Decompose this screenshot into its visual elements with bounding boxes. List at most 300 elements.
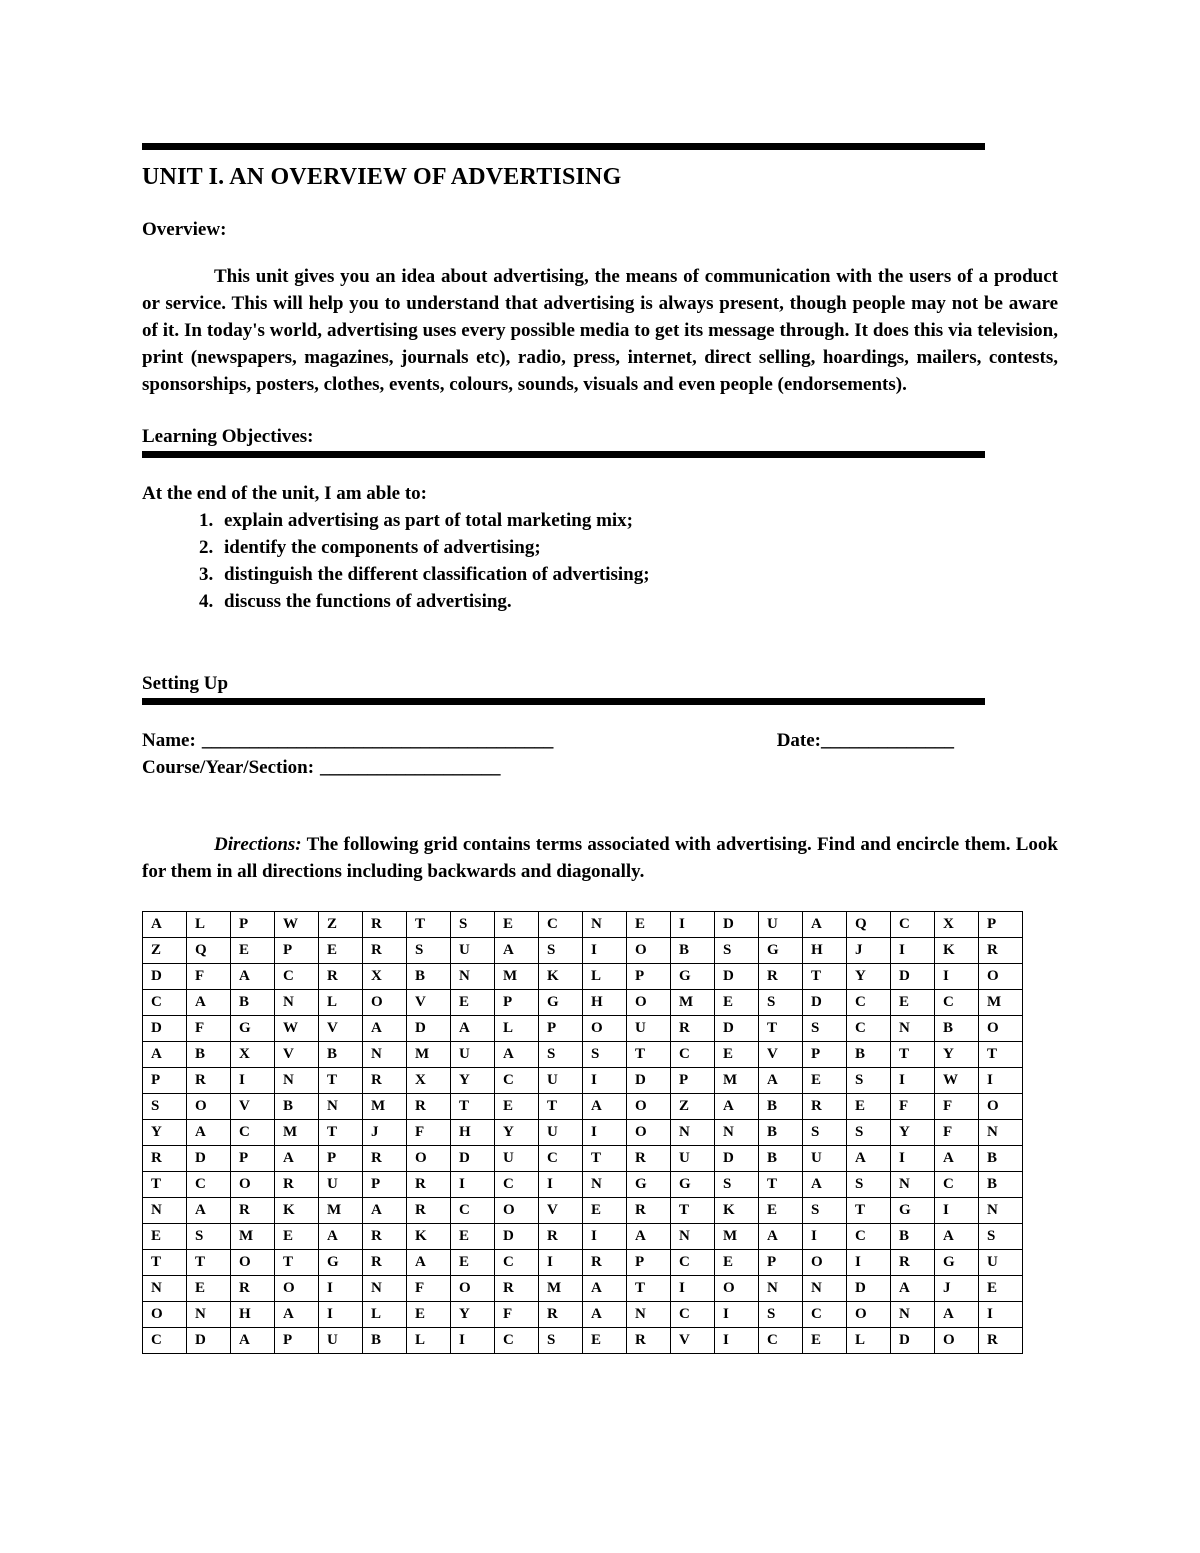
grid-cell: I [539,1250,583,1276]
grid-cell: T [583,1146,627,1172]
grid-cell: N [451,964,495,990]
grid-cell: E [319,938,363,964]
grid-cell: A [407,1250,451,1276]
grid-cell: S [539,1042,583,1068]
grid-row [143,1224,1023,1250]
grid-cell: B [187,1042,231,1068]
grid-cell: A [231,1328,275,1354]
grid-cell: X [231,1042,275,1068]
grid-cell: A [847,1146,891,1172]
grid-cell: X [407,1068,451,1094]
grid-cell: M [715,1068,759,1094]
grid-cell: J [847,938,891,964]
grid-cell: K [407,1224,451,1250]
grid-cell: M [671,990,715,1016]
grid-cell: L [495,1016,539,1042]
grid-cell: B [671,938,715,964]
grid-cell: T [143,1250,187,1276]
grid-cell: N [319,1094,363,1120]
grid-cell: K [539,964,583,990]
grid-cell: A [935,1302,979,1328]
grid-cell: Y [143,1120,187,1146]
top-rule [142,143,985,150]
grid-cell: G [891,1198,935,1224]
grid-cell: I [231,1068,275,1094]
objectives-rule [142,451,985,458]
grid-cell: O [231,1250,275,1276]
grid-cell: C [495,1068,539,1094]
grid-cell: A [715,1094,759,1120]
grid-row [143,1016,1023,1042]
grid-cell: L [583,964,627,990]
grid-cell: R [319,964,363,990]
grid-cell: R [627,1198,671,1224]
grid-cell: C [143,990,187,1016]
grid-cell: W [935,1068,979,1094]
grid-cell: N [715,1120,759,1146]
grid-cell: K [935,938,979,964]
grid-cell: B [891,1224,935,1250]
grid-cell: I [715,1328,759,1354]
grid-cell: B [319,1042,363,1068]
grid-cell: L [363,1302,407,1328]
grid-cell: R [671,1016,715,1042]
grid-cell: D [187,1328,231,1354]
grid-cell: A [803,1172,847,1198]
grid-cell: R [363,1146,407,1172]
grid-cell: N [143,1276,187,1302]
grid-cell: Y [847,964,891,990]
course-blank: ___________________ [320,757,501,778]
grid-cell: P [979,912,1023,938]
grid-cell: U [803,1146,847,1172]
grid-cell: U [759,912,803,938]
grid-cell: O [847,1302,891,1328]
grid-cell: G [319,1250,363,1276]
grid-cell: U [979,1250,1023,1276]
grid-row [143,1120,1023,1146]
grid-cell: P [275,938,319,964]
grid-cell: T [627,1042,671,1068]
grid-cell: O [363,990,407,1016]
grid-cell: E [847,1094,891,1120]
grid-cell: S [451,912,495,938]
grid-cell: D [627,1068,671,1094]
grid-cell: I [671,1276,715,1302]
grid-cell: V [539,1198,583,1224]
grid-cell: V [231,1094,275,1120]
grid-cell: L [407,1328,451,1354]
grid-cell: N [671,1120,715,1146]
grid-row [143,1042,1023,1068]
grid-cell: A [143,912,187,938]
name-label: Name: [142,730,196,751]
grid-cell: U [495,1146,539,1172]
grid-cell: E [275,1224,319,1250]
grid-cell: C [759,1328,803,1354]
grid-cell: N [363,1276,407,1302]
grid-cell: B [759,1120,803,1146]
grid-cell: Z [143,938,187,964]
grid-cell: M [495,964,539,990]
grid-cell: O [231,1172,275,1198]
grid-cell: E [979,1276,1023,1302]
grid-cell: B [275,1094,319,1120]
grid-cell: M [407,1042,451,1068]
grid-row [143,1302,1023,1328]
grid-cell: M [979,990,1023,1016]
grid-cell: D [803,990,847,1016]
grid-cell: A [319,1224,363,1250]
grid-cell: G [627,1172,671,1198]
directions-label: Directions: [214,834,302,855]
grid-cell: B [231,990,275,1016]
grid-cell: C [671,1250,715,1276]
grid-cell: E [715,1250,759,1276]
grid-cell: P [539,1016,583,1042]
grid-cell: G [671,964,715,990]
grid-cell: D [891,964,935,990]
objective-item: 1. explain advertising as part of total marketing mix; [218,507,1058,534]
grid-cell: T [407,912,451,938]
grid-cell: I [847,1250,891,1276]
grid-cell: C [495,1328,539,1354]
grid-cell: B [363,1328,407,1354]
grid-cell: G [935,1250,979,1276]
grid-cell: I [891,938,935,964]
grid-cell: D [847,1276,891,1302]
grid-cell: P [275,1328,319,1354]
grid-cell: S [539,938,583,964]
grid-cell: U [451,1042,495,1068]
grid-cell: Y [935,1042,979,1068]
grid-cell: P [627,964,671,990]
grid-cell: L [187,912,231,938]
grid-cell: Y [495,1120,539,1146]
grid-cell: E [451,1250,495,1276]
grid-row [143,964,1023,990]
grid-cell: K [715,1198,759,1224]
grid-cell: L [319,990,363,1016]
date-blank: ______________ [821,730,954,751]
grid-cell: E [407,1302,451,1328]
grid-cell: A [451,1016,495,1042]
grid-cell: O [627,990,671,1016]
grid-cell: N [979,1120,1023,1146]
grid-cell: R [363,1250,407,1276]
grid-cell: J [363,1120,407,1146]
grid-cell: A [275,1302,319,1328]
grid-cell: S [759,1302,803,1328]
grid-cell: P [495,990,539,1016]
grid-cell: V [319,1016,363,1042]
grid-cell: Q [847,912,891,938]
grid-cell: S [715,938,759,964]
grid-cell: S [583,1042,627,1068]
grid-cell: F [187,1016,231,1042]
grid-cell: B [759,1094,803,1120]
grid-cell: E [891,990,935,1016]
grid-cell: R [759,964,803,990]
grid-cell: J [935,1276,979,1302]
grid-cell: R [583,1250,627,1276]
grid-cell: O [935,1328,979,1354]
grid-cell: S [847,1172,891,1198]
grid-cell: S [847,1068,891,1094]
grid-cell: I [891,1068,935,1094]
grid-cell: C [495,1250,539,1276]
grid-cell: E [583,1328,627,1354]
grid-cell: M [275,1120,319,1146]
directions-text: The following grid contains terms associated with advertising. Find and encircle them. Look for them in all directions including backwards and diagonally. [142,834,1058,882]
grid-row [143,990,1023,1016]
course-row [142,754,1058,781]
grid-cell: F [891,1094,935,1120]
grid-cell: B [979,1146,1023,1172]
grid-cell: C [143,1328,187,1354]
grid-cell: A [935,1224,979,1250]
grid-cell: B [847,1042,891,1068]
grid-cell: D [451,1146,495,1172]
overview-heading: Overview: [142,219,227,240]
grid-cell: R [495,1276,539,1302]
page-title: UNIT I. AN OVERVIEW OF ADVERTISING [142,164,622,190]
grid-cell: O [451,1276,495,1302]
grid-cell: T [319,1120,363,1146]
grid-cell: U [671,1146,715,1172]
grid-cell: A [187,1198,231,1224]
grid-cell: N [759,1276,803,1302]
grid-cell: H [583,990,627,1016]
grid-cell: S [803,1120,847,1146]
grid-cell: O [979,964,1023,990]
grid-cell: O [627,1094,671,1120]
grid-cell: U [319,1328,363,1354]
grid-cell: I [715,1302,759,1328]
grid-cell: G [759,938,803,964]
grid-cell: M [539,1276,583,1302]
grid-cell: R [187,1068,231,1094]
word-search-grid [142,911,1023,1354]
grid-cell: S [979,1224,1023,1250]
grid-cell: V [671,1328,715,1354]
grid-cell: E [231,938,275,964]
grid-cell: C [275,964,319,990]
grid-cell: M [319,1198,363,1224]
grid-cell: M [363,1094,407,1120]
grid-cell: D [715,964,759,990]
grid-cell: I [671,912,715,938]
grid-cell: T [319,1068,363,1094]
grid-cell: L [847,1328,891,1354]
objectives-intro: At the end of the unit, I am able to: [142,483,427,504]
grid-cell: R [979,938,1023,964]
grid-cell: F [495,1302,539,1328]
grid-cell: P [231,912,275,938]
objective-item: 3. distinguish the different classification of advertising; [218,561,1058,588]
grid-cell: O [143,1302,187,1328]
grid-cell: C [847,1016,891,1042]
grid-cell: D [143,1016,187,1042]
grid-cell: T [143,1172,187,1198]
grid-cell: A [275,1146,319,1172]
grid-cell: T [759,1172,803,1198]
grid-cell: V [275,1042,319,1068]
grid-cell: D [891,1328,935,1354]
grid-cell: P [671,1068,715,1094]
grid-cell: A [495,938,539,964]
grid-cell: N [143,1198,187,1224]
grid-cell: R [231,1276,275,1302]
grid-cell: S [143,1094,187,1120]
grid-cell: M [715,1224,759,1250]
grid-cell: C [935,1172,979,1198]
grid-cell: R [891,1250,935,1276]
grid-cell: A [935,1146,979,1172]
grid-cell: T [187,1250,231,1276]
grid-cell: I [319,1276,363,1302]
grid-cell: Z [319,912,363,938]
grid-cell: V [407,990,451,1016]
grid-cell: R [407,1094,451,1120]
grid-cell: A [759,1224,803,1250]
grid-cell: O [715,1276,759,1302]
grid-cell: G [231,1016,275,1042]
grid-cell: A [803,912,847,938]
grid-cell: C [671,1302,715,1328]
grid-cell: I [583,1120,627,1146]
grid-cell: A [143,1042,187,1068]
grid-cell: N [275,1068,319,1094]
grid-cell: T [759,1016,803,1042]
grid-cell: D [407,1016,451,1042]
grid-row [143,1198,1023,1224]
grid-cell: S [803,1016,847,1042]
grid-cell: E [715,990,759,1016]
grid-cell: E [627,912,671,938]
grid-cell: P [363,1172,407,1198]
grid-cell: R [363,938,407,964]
grid-cell: O [803,1250,847,1276]
grid-cell: D [715,912,759,938]
grid-cell: S [539,1328,583,1354]
grid-cell: Q [187,938,231,964]
grid-cell: T [979,1042,1023,1068]
grid-cell: E [143,1224,187,1250]
grid-cell: F [935,1120,979,1146]
grid-cell: E [715,1042,759,1068]
grid-cell: N [583,912,627,938]
grid-cell: P [759,1250,803,1276]
grid-row [143,1328,1023,1354]
objective-item: 4. discuss the functions of advertising. [218,588,1058,615]
grid-cell: E [803,1068,847,1094]
grid-cell: E [759,1198,803,1224]
grid-cell: E [451,990,495,1016]
overview-paragraph: This unit gives you an idea about advertising, the means of communication with the users of a product or service. This will help you to understand that advertising is always present, though people may not be aware of it. In today's world, advertising uses every possible media to get its message through. It does this via television, print (newspapers, magazines, journals etc), radio, press, internet, direct selling, hoardings, mailers, contests, sponsorships, posters, clothes, events, colours, sounds, visuals and even people (endorsements). [142,266,1058,395]
grid-cell: C [847,990,891,1016]
grid-cell: C [847,1224,891,1250]
grid-row [143,1276,1023,1302]
grid-cell: F [407,1120,451,1146]
grid-cell: X [935,912,979,938]
grid-cell: H [451,1120,495,1146]
grid-cell: S [715,1172,759,1198]
grid-cell: E [451,1224,495,1250]
grid-cell: I [583,1224,627,1250]
grid-cell: T [803,964,847,990]
grid-cell: I [803,1224,847,1250]
grid-cell: R [979,1328,1023,1354]
grid-cell: R [539,1224,583,1250]
grid-cell: C [671,1042,715,1068]
course-label: Course/Year/Section: [142,757,315,778]
grid-cell: N [363,1042,407,1068]
directions-paragraph [142,831,1058,885]
grid-cell: R [627,1146,671,1172]
grid-cell: T [451,1094,495,1120]
grid-cell: W [275,912,319,938]
grid-cell: U [451,938,495,964]
grid-cell: S [847,1120,891,1146]
grid-cell: N [891,1302,935,1328]
grid-cell: D [187,1146,231,1172]
grid-cell: R [627,1328,671,1354]
grid-cell: I [451,1328,495,1354]
objectives-list [142,507,1058,615]
grid-cell: I [891,1146,935,1172]
grid-cell: E [495,912,539,938]
grid-cell: C [539,912,583,938]
grid-cell: R [275,1172,319,1198]
grid-cell: A [583,1276,627,1302]
grid-cell: Y [451,1302,495,1328]
grid-cell: A [187,1120,231,1146]
grid-cell: I [935,964,979,990]
grid-cell: R [231,1198,275,1224]
grid-cell: A [759,1068,803,1094]
grid-cell: E [583,1198,627,1224]
grid-cell: G [671,1172,715,1198]
grid-cell: N [275,990,319,1016]
grid-cell: Y [891,1120,935,1146]
date-label: Date: [776,730,821,751]
grid-cell: S [407,938,451,964]
grid-row [143,912,1023,938]
grid-cell: I [451,1172,495,1198]
grid-cell: P [319,1146,363,1172]
grid-cell: D [715,1016,759,1042]
grid-cell: D [715,1146,759,1172]
grid-cell: I [979,1068,1023,1094]
grid-cell: C [803,1302,847,1328]
grid-cell: R [363,1068,407,1094]
grid-cell: N [891,1016,935,1042]
grid-cell: A [495,1042,539,1068]
grid-cell: R [363,912,407,938]
grid-cell: R [407,1172,451,1198]
grid-cell: T [847,1198,891,1224]
grid-cell: C [495,1172,539,1198]
grid-cell: B [407,964,451,990]
objectives-heading: Learning Objectives: [142,426,314,447]
grid-cell: A [363,1198,407,1224]
grid-row [143,1250,1023,1276]
grid-cell: U [539,1068,583,1094]
grid-cell: E [187,1276,231,1302]
grid-cell: F [935,1094,979,1120]
grid-cell: U [319,1172,363,1198]
